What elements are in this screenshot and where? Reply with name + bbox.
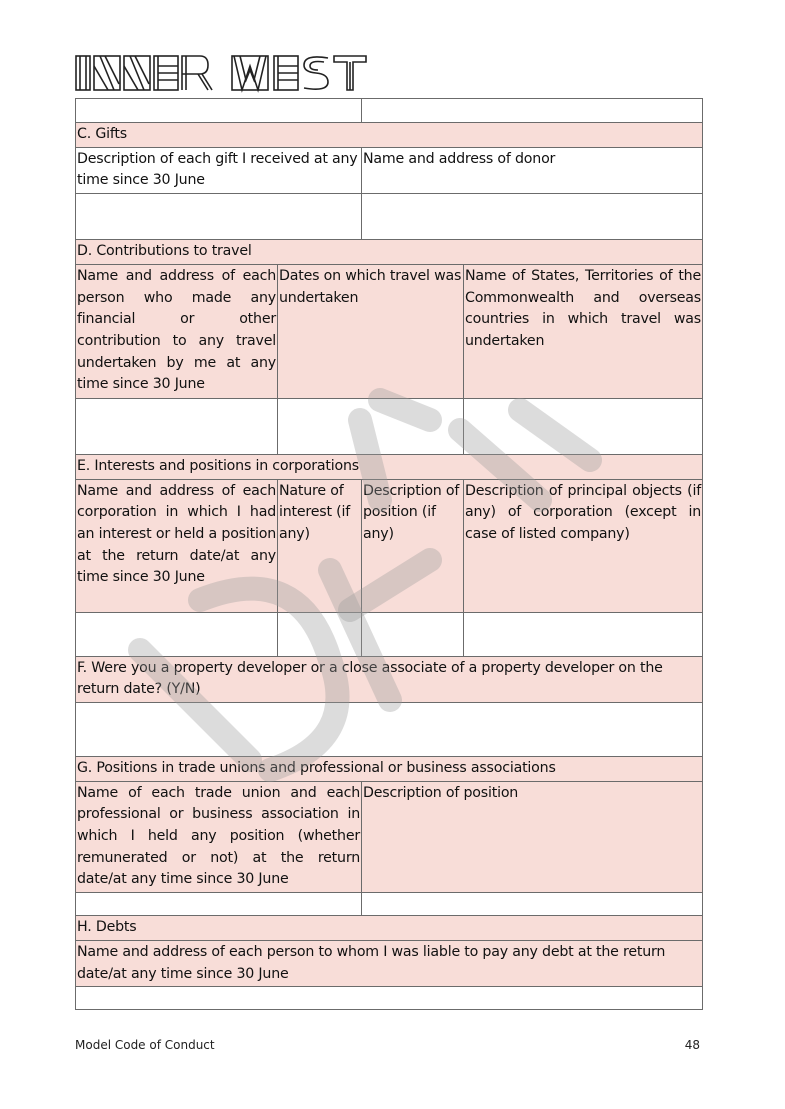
travel-contributor-header: Name and address of each person who made any financial or other contribution to any travel undertaken by me at any time since 30 June (76, 264, 278, 398)
section-g-title: G. Positions in trade unions and professional or business associations (76, 756, 703, 781)
travel-dates-input[interactable] (278, 398, 464, 454)
principal-objects-input[interactable] (464, 612, 703, 656)
travel-dates-header: Dates on which travel was undertaken (278, 264, 464, 398)
donor-header: Name and address of donor (362, 147, 703, 193)
footer-document-title: Model Code of Conduct (75, 1038, 215, 1052)
travel-places-header: Name of States, Territories of the Commonwealth and overseas countries in which travel was undertaken (464, 264, 703, 398)
union-position-input[interactable] (362, 893, 703, 916)
trade-union-header: Name of each trade union and each professional or business association in which I held any position (whether remunerated or not) at the return date/at any time since 30 June (76, 781, 362, 893)
section-e-title: E. Interests and positions in corporations (76, 454, 703, 479)
interest-nature-input[interactable] (278, 612, 362, 656)
section-f-title: F. Were you a property developer or a close associate of a property developer on the return date? (Y/N) (76, 656, 703, 702)
position-description-input[interactable] (362, 612, 464, 656)
position-description-header: Description of position (if any) (362, 479, 464, 612)
disclosure-form (75, 98, 702, 1010)
union-position-header: Description of position (362, 781, 703, 893)
section-h-title: H. Debts (76, 916, 703, 941)
section-d-title: D. Contributions to travel (76, 240, 703, 265)
donor-input[interactable] (362, 194, 703, 240)
inner-west-logo (74, 52, 374, 94)
interest-nature-header: Nature of interest (if any) (278, 479, 362, 612)
gift-description-header: Description of each gift I received at any time since 30 June (76, 147, 362, 193)
property-developer-input[interactable] (76, 702, 703, 756)
travel-contributor-input[interactable] (76, 398, 278, 454)
section-c-title: C. Gifts (76, 123, 703, 148)
debts-header: Name and address of each person to whom I was liable to pay any debt at the return date/at any time since 30 June (76, 940, 703, 986)
corporation-header: Name and address of each corporation in which I had an interest or held a position at the return date/at any time since 30 June (76, 479, 278, 612)
footer-page-number: 48 (684, 1038, 700, 1052)
gift-description-input[interactable] (76, 194, 362, 240)
debts-input[interactable] (76, 987, 703, 1010)
travel-places-input[interactable] (464, 398, 703, 454)
trade-union-input[interactable] (76, 893, 362, 916)
empty-cell[interactable] (362, 99, 703, 123)
empty-cell[interactable] (76, 99, 362, 123)
corporation-input[interactable] (76, 612, 278, 656)
principal-objects-header: Description of principal objects (if any) of corporation (except in case of listed company) (464, 479, 703, 612)
